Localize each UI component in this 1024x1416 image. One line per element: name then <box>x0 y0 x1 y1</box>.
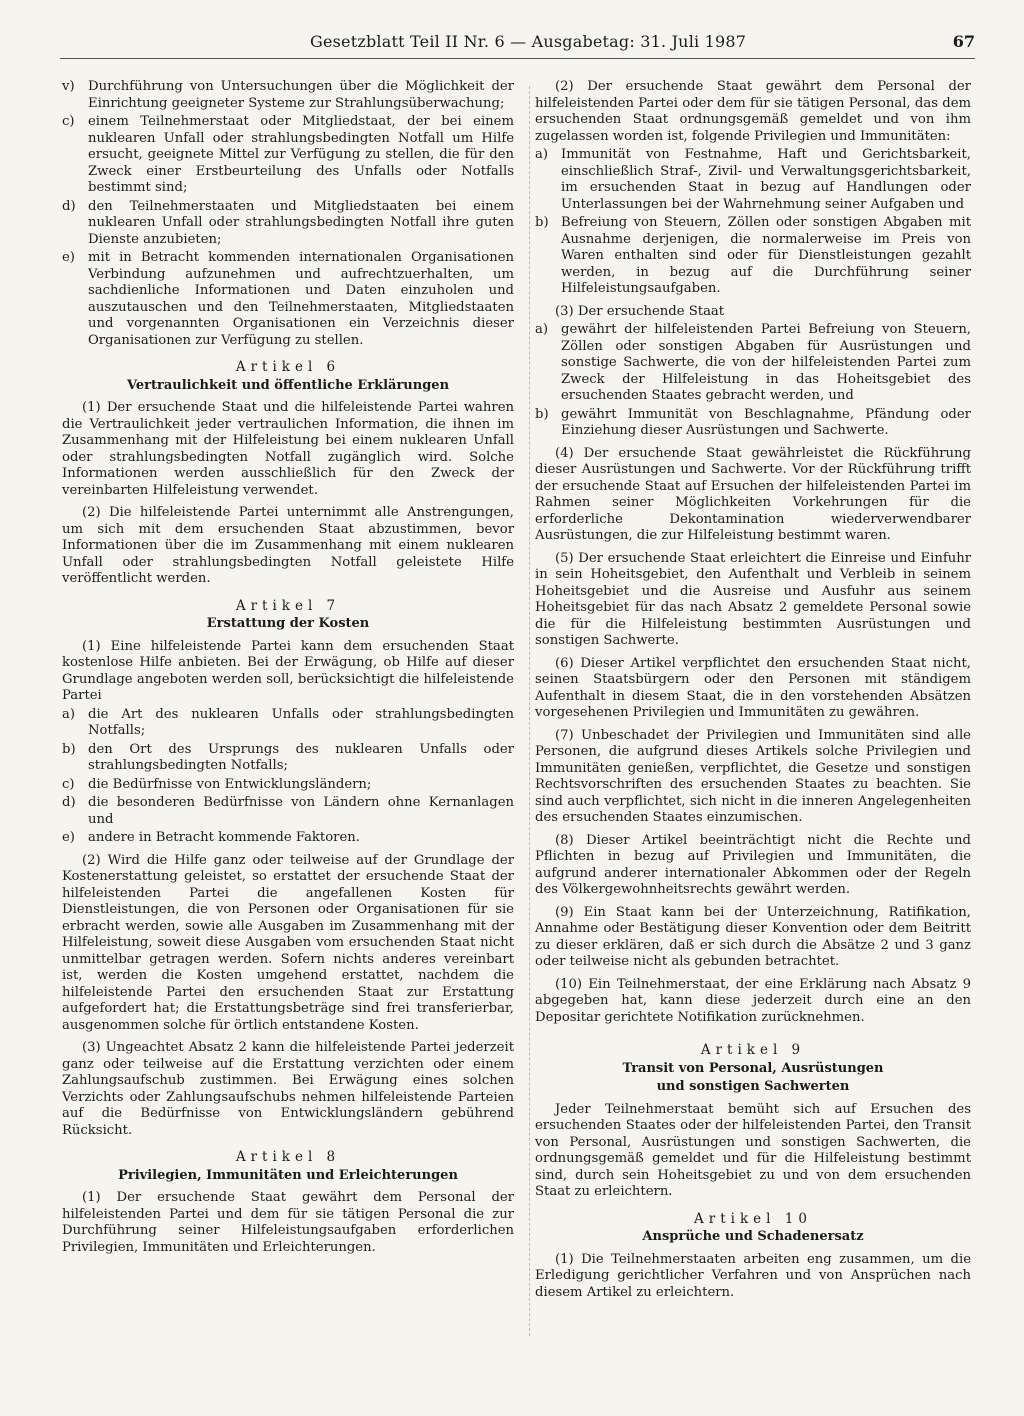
paragraph: (2) Die hilfeleistende Partei unternimmt alle Anstrengungen, um sich mit dem ersuchenden Staat abzustimmen, bevor Informationen über die im Zusammenhang mit einem nuklearen Unfall oder strahlungsbedingten Notfall geleistete Hilfe veröffentlicht werden. <box>62 505 514 586</box>
article-7-title: Erstattung der Kosten <box>206 616 370 631</box>
list-marker: a) <box>535 322 549 337</box>
paragraph: (8) Dieser Artikel beeinträchtigt nicht die Rechte und Pflichten in bezug auf Privilegien und Immunitäten, die aufgrund anderer internationaler Abkommen oder der Regeln des Völkergewohnheitsrechts gewährt werden. <box>535 832 971 897</box>
right-column <box>535 79 971 1307</box>
list-item <box>62 199 514 249</box>
list-marker: d) <box>62 795 76 810</box>
article-8-title: Privilegien, Immunitäten und Erleichterungen <box>118 1167 458 1183</box>
paragraph: (1) Der ersuchende Staat gewährt dem Personal der hilfeleistenden Partei und dem für sie tätigen Personal die zur Durchführung seiner Hilfeleistungsaufgaben erforderlichen Privilegien, Immunitäten und Erleichterungen. <box>62 1190 514 1255</box>
paragraph: (9) Ein Staat kann bei der Unterzeichnung, Ratifikation, Annahme oder Bestätigung dieser Konvention oder dem Beitritt zu dieser erklären, daß er sich durch die Absätze 2 und 3 ganz oder teilweise nicht als gebunden betrachtet. <box>535 904 971 969</box>
list-marker: b) <box>62 741 76 757</box>
paragraph: (4) Der ersuchende Staat gewährleistet die Rückführung dieser Ausrüstungen und Sachwerte. Vor der Rückführung trifft der ersuchende Staat auf Ersuchen der hilfeleistenden Partei im Rahmen seiner Möglichkeiten Vorkehrungen für die erforderliche Dekontamination wiederverwendbarer Ausrüstungen, die zur Hilfeleistung bestimmt waren. <box>535 445 971 543</box>
list-item <box>62 777 514 794</box>
paragraph: (3) Der ersuchende Staat <box>555 303 725 319</box>
header-rule <box>60 58 975 59</box>
list-text: Befreiung von Steuern, Zöllen oder sonstigen Abgaben mit Ausnahme derjenigen, die normalerweise im Preis von Waren enthalten sind oder für Dienstleistungen gezahlt werden, in bezug auf die Durchführung seiner Hilfeleistungsaufgaben. <box>561 215 971 296</box>
paragraph: Jeder Teilnehmerstaat bemüht sich auf Ersuchen des ersuchenden Staates oder der hilfeleistenden Partei, den Transit von Personal, Ausrüstungen und sonstigen Sachwerten, die ordnungsgemäß gemeldet und für die Hilfeleistung bestimmt sind, durch sein Hoheitsgebiet zu und von dem ersuchenden Staat zu erleichtern. <box>535 1101 971 1199</box>
paragraph: (3) Ungeachtet Absatz 2 kann die hilfeleistende Partei jederzeit ganz oder teilweise auf die Erstattung verzichten oder einem Zahlungsaufschub zustimmen. Bei Erwägung eines solchen Verzichts oder Zahlungsaufschubs nehmen hilfeleistende Parteien auf die Bedürfnisse von Entwicklungsländern gebührend Rücksicht. <box>62 1040 514 1138</box>
paragraph: (1) Eine hilfeleistende Partei kann dem ersuchenden Staat kostenlose Hilfe anbieten. Bei der Erwägung, ob Hilfe auf dieser Grundlage angeboten werden soll, berücksichtigt die hilfeleistende Partei <box>62 638 514 703</box>
list-marker: e) <box>62 250 75 265</box>
list-item <box>62 707 514 740</box>
list-marker: c) <box>62 776 75 792</box>
list-text: die Art des nuklearen Unfalls oder strahlungsbedingten Notfalls; <box>88 706 514 738</box>
list-item <box>535 147 971 213</box>
list-text: Immunität von Festnahme, Haft und Gerichtsbarkeit, einschließlich Straf-, Zivil- und Verwaltungsgerichtsbarkeit, im ersuchenden Staat in bezug auf Handlungen oder Unterlassungen bei der Wahrnehmung seiner Aufgaben und <box>561 147 971 212</box>
article-9-number: Artikel 9 <box>700 1042 806 1058</box>
list-marker: b) <box>535 406 549 422</box>
list-marker: e) <box>62 830 75 845</box>
paragraph: (1) Der ersuchende Staat und die hilfeleistende Partei wahren die Vertraulichkeit jeder vertraulichen Information, die ihnen im Zusammenhang mit der Hilfeleistung bei einem nuklearen Unfall oder strahlungsbedingten Notfall zugänglich wird. Solche Informationen werden ausschließlich für den Zweck der vereinbarten Hilfeleistung verwendet. <box>62 400 514 498</box>
article-10-number: Artikel 10 <box>694 1210 812 1227</box>
list-item <box>62 795 514 828</box>
list-text: andere in Betracht kommende Faktoren. <box>88 830 360 845</box>
paragraph: (2) Wird die Hilfe ganz oder teilweise auf der Grundlage der Kostenerstattung geleistet, so erstattet der ersuchende Staat der hilfeleistenden Partei die angefallenen Kosten für Dienstleistungen, die von Personen oder Organisationen für sie erbracht werden, sowie alle Ausgaben im Zusammenhang mit der Hilfeleistung, soweit diese Ausgaben vom ersuchenden Staat nicht unmittelbar getragen werden. Sofern nichts anderes vereinbart ist, werden die Kosten umgehend erstattet, nachdem die hilfeleistende Partei den ersuchenden Staat zur Erstattung aufgefordert hat; die Erstattungsbeträge sind frei transferierbar, ausgenommen solche für örtlich entstandene Kosten. <box>62 852 514 1033</box>
list-text: den Teilnehmerstaaten und Mitgliedstaaten bei einem nuklearen Unfall oder strahlungsbedingten Notfall ihre guten Dienste anzubieten; <box>88 198 514 247</box>
list-item <box>535 407 971 440</box>
article-6-title: Vertraulichkeit und öffentliche Erklärungen <box>126 377 450 393</box>
list-marker: v) <box>62 79 75 94</box>
list-marker: a) <box>535 147 549 162</box>
list-marker: d) <box>62 198 76 214</box>
list-text: Durchführung von Untersuchungen über die Möglichkeit der Einrichtung geeigneter Systeme zur Strahlungsüberwachung; <box>88 79 514 111</box>
paragraph: (2) Der ersuchende Staat gewährt dem Personal der hilfeleistenden Partei oder dem für sie tätigen Personal, das dem ersuchenden Staat ordnungsgemäß gemeldet und von ihm zugelassen worden ist, folgende Privilegien und Immunitäten: <box>535 79 971 144</box>
list-text: einem Teilnehmerstaat oder Mitgliedstaat, der bei einem nuklearen Unfall oder strahlungsbedingten Notfall um Hilfe ersucht, geeignete Mittel zur Verfügung zu stellen, die für den Zweck einer Erstbeurteilung des Unfalls oder Notfalls bestimmt sind; <box>88 114 514 195</box>
article-10-title: Ansprüche und Schadenersatz <box>642 1229 864 1244</box>
paragraph: (6) Dieser Artikel verpflichtet den ersuchenden Staat nicht, seinen Staatsbürgern oder den Personen mit ständigem Aufenthalt in diesem Staat, die in den vorstehenden Absätzen vorgesehenen Privilegien und Immunitäten zu gewähren. <box>535 655 971 720</box>
page-header <box>60 32 975 60</box>
list-marker: b) <box>535 215 549 230</box>
column-divider <box>529 86 530 1336</box>
list-item <box>62 830 514 847</box>
page-number: 67 <box>952 32 975 51</box>
list-marker: a) <box>62 706 76 722</box>
article-6-number: Artikel 6 <box>235 359 341 375</box>
paragraph: (1) Die Teilnehmerstaaten arbeiten eng zusammen, um die Erledigung gerichtlicher Verfahren und von Ansprüchen nach diesem Artikel zu erleichtern. <box>535 1251 971 1300</box>
list-item <box>62 114 514 197</box>
list-marker: c) <box>62 114 75 129</box>
list-text: mit in Betracht kommenden internationalen Organisationen Verbindung aufzunehmen und aufrechtzuerhalten, um sachdienliche Informationen und Daten einzuholen und auszutauschen und den Teilnehmerstaaten, Mitgliedstaaten und vorgenannten Organisationen ein Verzeichnis dieser Organisationen zur Verfügung zu stellen. <box>88 250 514 348</box>
list-item <box>535 215 971 298</box>
paragraph: (10) Ein Teilnehmerstaat, der eine Erklärung nach Absatz 9 abgegeben hat, kann diese jederzeit durch eine an den Depositar gerichtete Notifikation zurücknehmen. <box>535 976 971 1025</box>
list-item <box>535 322 971 405</box>
list-item <box>62 79 514 112</box>
list-text: die Bedürfnisse von Entwicklungsländern; <box>88 776 372 792</box>
paragraph: (5) Der ersuchende Staat erleichtert die Einreise und Einfuhr in sein Hoheitsgebiet, den Aufenthalt und Verbleib in seinem Hoheitsgebiet und die Ausreise und Ausfuhr aus seinem Hoheitsgebiet für das nach Absatz 2 gemeldete Personal sowie die für die Hilfeleistung bestimmten Ausrüstungen und sonstigen Sachwerte. <box>535 550 971 648</box>
article-9-title-line1: Transit von Personal, Ausrüstungen <box>622 1060 884 1076</box>
list-item <box>62 250 514 349</box>
list-text: die besonderen Bedürfnisse von Ländern ohne Kernanlagen und <box>88 795 514 827</box>
left-column <box>62 79 514 1262</box>
article-7-number: Artikel 7 <box>235 597 341 614</box>
list-item <box>62 742 514 775</box>
list-text: den Ort des Ursprungs des nuklearen Unfalls oder strahlungsbedingten Notfalls; <box>88 741 514 773</box>
list-text: gewährt Immunität von Beschlagnahme, Pfändung oder Einziehung dieser Ausrüstungen und Sachwerte. <box>561 406 971 438</box>
paragraph: (7) Unbeschadet der Privilegien und Immunitäten sind alle Personen, die aufgrund dieses Artikels solche Privilegien und Immunitäten genießen, verpflichtet, die Gesetze und sonstigen Rechtsvorschriften des ersuchenden Staates zu beachten. Sie sind auch verpflichtet, sich nicht in die inneren Angelegenheiten des ersuchenden Staates einzumischen. <box>535 727 971 825</box>
list-text: gewährt der hilfeleistenden Partei Befreiung von Steuern, Zöllen oder sonstigen Abgaben für Ausrüstungen und sonstige Sachwerte, die von der hilfeleistenden Partei zum Zweck der Hilfeleistung in das Hoheitsgebiet des ersuchenden Staates gebracht werden, und <box>561 322 971 403</box>
article-9-title-line2: und sonstigen Sachwerten <box>656 1079 850 1094</box>
article-8-number: Artikel 8 <box>235 1149 341 1165</box>
header-title: Gesetzblatt Teil II Nr. 6 — Ausgabetag: 31. Juli 1987 <box>310 32 747 51</box>
